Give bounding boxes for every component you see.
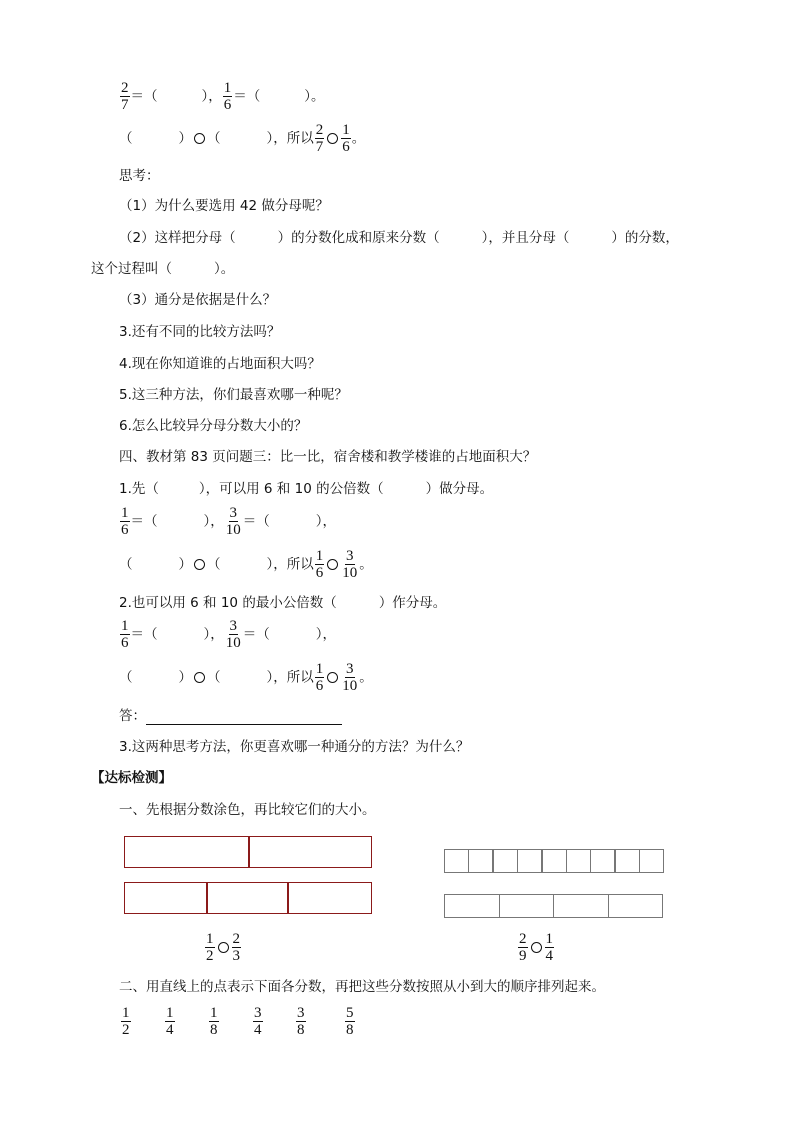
fraction-equation-row: $\frac{1}{6}$ ＝（ ）， $\frac{3}{10}$ ＝（ ）， [121,505,336,538]
quarter-cell[interactable] [608,894,664,918]
compare-2 [517,931,555,964]
ninth-cell[interactable] [615,849,640,873]
compare-circle[interactable] [327,672,338,683]
fraction: $\frac{3}{10}$ [225,618,241,651]
fraction: $\frac{3}{10}$ [342,661,358,694]
question-5: 5.这三种方法，你们最喜欢哪一种呢？ [119,387,348,403]
fraction-equation-row: $\frac{2}{7}$ ＝（ ）， $\frac{1}{6}$ ＝（ ）。 [121,80,325,113]
ninth-cell[interactable] [590,849,615,873]
bar-half-2[interactable] [249,836,372,868]
fraction: $\frac{1}{4}$ [166,1005,174,1038]
fraction-item [164,1005,176,1038]
fraction: $\frac{3}{4}$ [254,1005,262,1038]
ninth-cell[interactable] [566,849,591,873]
fraction: $\frac{1}{2}$ [206,931,214,964]
sec4-step1: 1.先（ ），可以用 6 和 10 的公倍数（ ）做分母。 [119,481,494,497]
compare-circle[interactable] [327,559,338,570]
ninth-cell[interactable] [468,849,493,873]
compare-1 [204,931,242,964]
fraction: $\frac{3}{10}$ [225,505,241,538]
bar-third-1[interactable] [124,882,207,914]
think-q3: （3）通分是依据是什么？ [119,292,277,308]
task-1: 一、先根据分数涂色，再比较它们的大小。 [119,802,376,818]
question-6: 6.怎么比较异分母分数大小的？ [119,418,308,434]
ninth-cell[interactable] [444,849,469,873]
quarter-cell[interactable] [499,894,555,918]
fraction-item [344,1005,356,1038]
fraction-item [120,1005,132,1038]
sec4-step2: 2.也可以用 6 和 10 的最小公倍数（ ）作分母。 [119,595,447,611]
bar-half-1[interactable] [124,836,249,868]
task-2: 二、用直线上的点表示下面各分数，再把这些分数按照从小到大的顺序排列起来。 [119,979,605,995]
compare-circle[interactable] [218,942,229,953]
fraction: $\frac{1}{6}$ [121,618,129,651]
ninth-cell[interactable] [493,849,518,873]
compare-circle[interactable] [327,133,338,144]
compare-circle[interactable] [194,672,205,683]
fraction-item [295,1005,307,1038]
answer-blank[interactable] [146,710,342,725]
think-q2: （2）这样把分母（ ）的分数化成和原来分数（ ），并且分母（ ）的分数， [119,230,679,246]
fraction: $\frac{1}{6}$ [223,80,232,113]
fraction: $\frac{1}{4}$ [545,931,553,964]
fraction: $\frac{1}{6}$ [342,122,350,155]
fraction: $\frac{1}{6}$ [315,548,324,581]
comparison-row: （ ） （ ），所以 $\frac{2}{7}$ $\frac{1}{6}$ 。 [119,122,366,155]
fraction: $\frac{2}{9}$ [519,931,527,964]
fraction: $\frac{1}{8}$ [210,1005,218,1038]
bar-third-2[interactable] [207,882,288,914]
fraction-equation-row: $\frac{1}{6}$ ＝（ ）， $\frac{3}{10}$ ＝（ ）， [121,618,336,651]
fraction-item [208,1005,220,1038]
question-3: 3.还有不同的比较方法吗？ [119,324,281,340]
bar-third-3[interactable] [288,882,372,914]
quarter-cell[interactable] [444,894,500,918]
fraction: $\frac{1}{2}$ [122,1005,130,1038]
sec4-step3: 3.这两种思考方法，你更喜欢哪一种通分的方法？为什么？ [119,739,470,755]
comparison-row: （ ） （ ），所以 $\frac{1}{6}$ $\frac{3}{10}$ 。 [119,548,373,581]
check-title: 【达标检测】 [91,770,172,786]
section-4-title: 四、教材第 83 页问题三：比一比，宿舍楼和教学楼谁的占地面积大？ [119,449,537,465]
compare-circle[interactable] [531,942,542,953]
ninth-cell[interactable] [639,849,664,873]
fraction: $\frac{1}{6}$ [121,505,129,538]
think-q1: （1）为什么要选用 42 做分母呢？ [119,198,329,214]
fraction: $\frac{2}{3}$ [232,931,240,964]
ninth-cell[interactable] [517,849,542,873]
comparison-row: （ ） （ ），所以 $\frac{1}{6}$ $\frac{3}{10}$ 。 [119,661,373,694]
compare-circle[interactable] [194,133,205,144]
think-q2-cont: 这个过程叫（ ）。 [91,261,235,277]
quarter-cell[interactable] [553,894,609,918]
fraction-item [252,1005,264,1038]
ninth-cell[interactable] [542,849,567,873]
compare-circle[interactable] [194,559,205,570]
think-title: 思考： [119,168,160,184]
fraction: $\frac{2}{7}$ [121,80,129,113]
answer-line: 答： [119,707,342,725]
fraction: $\frac{3}{8}$ [297,1005,305,1038]
fraction: $\frac{2}{7}$ [315,122,324,155]
fraction: $\frac{5}{8}$ [346,1005,354,1038]
fraction: $\frac{1}{6}$ [315,661,324,694]
question-4: 4.现在你知道谁的占地面积大吗？ [119,356,321,372]
fraction: $\frac{3}{10}$ [342,548,358,581]
